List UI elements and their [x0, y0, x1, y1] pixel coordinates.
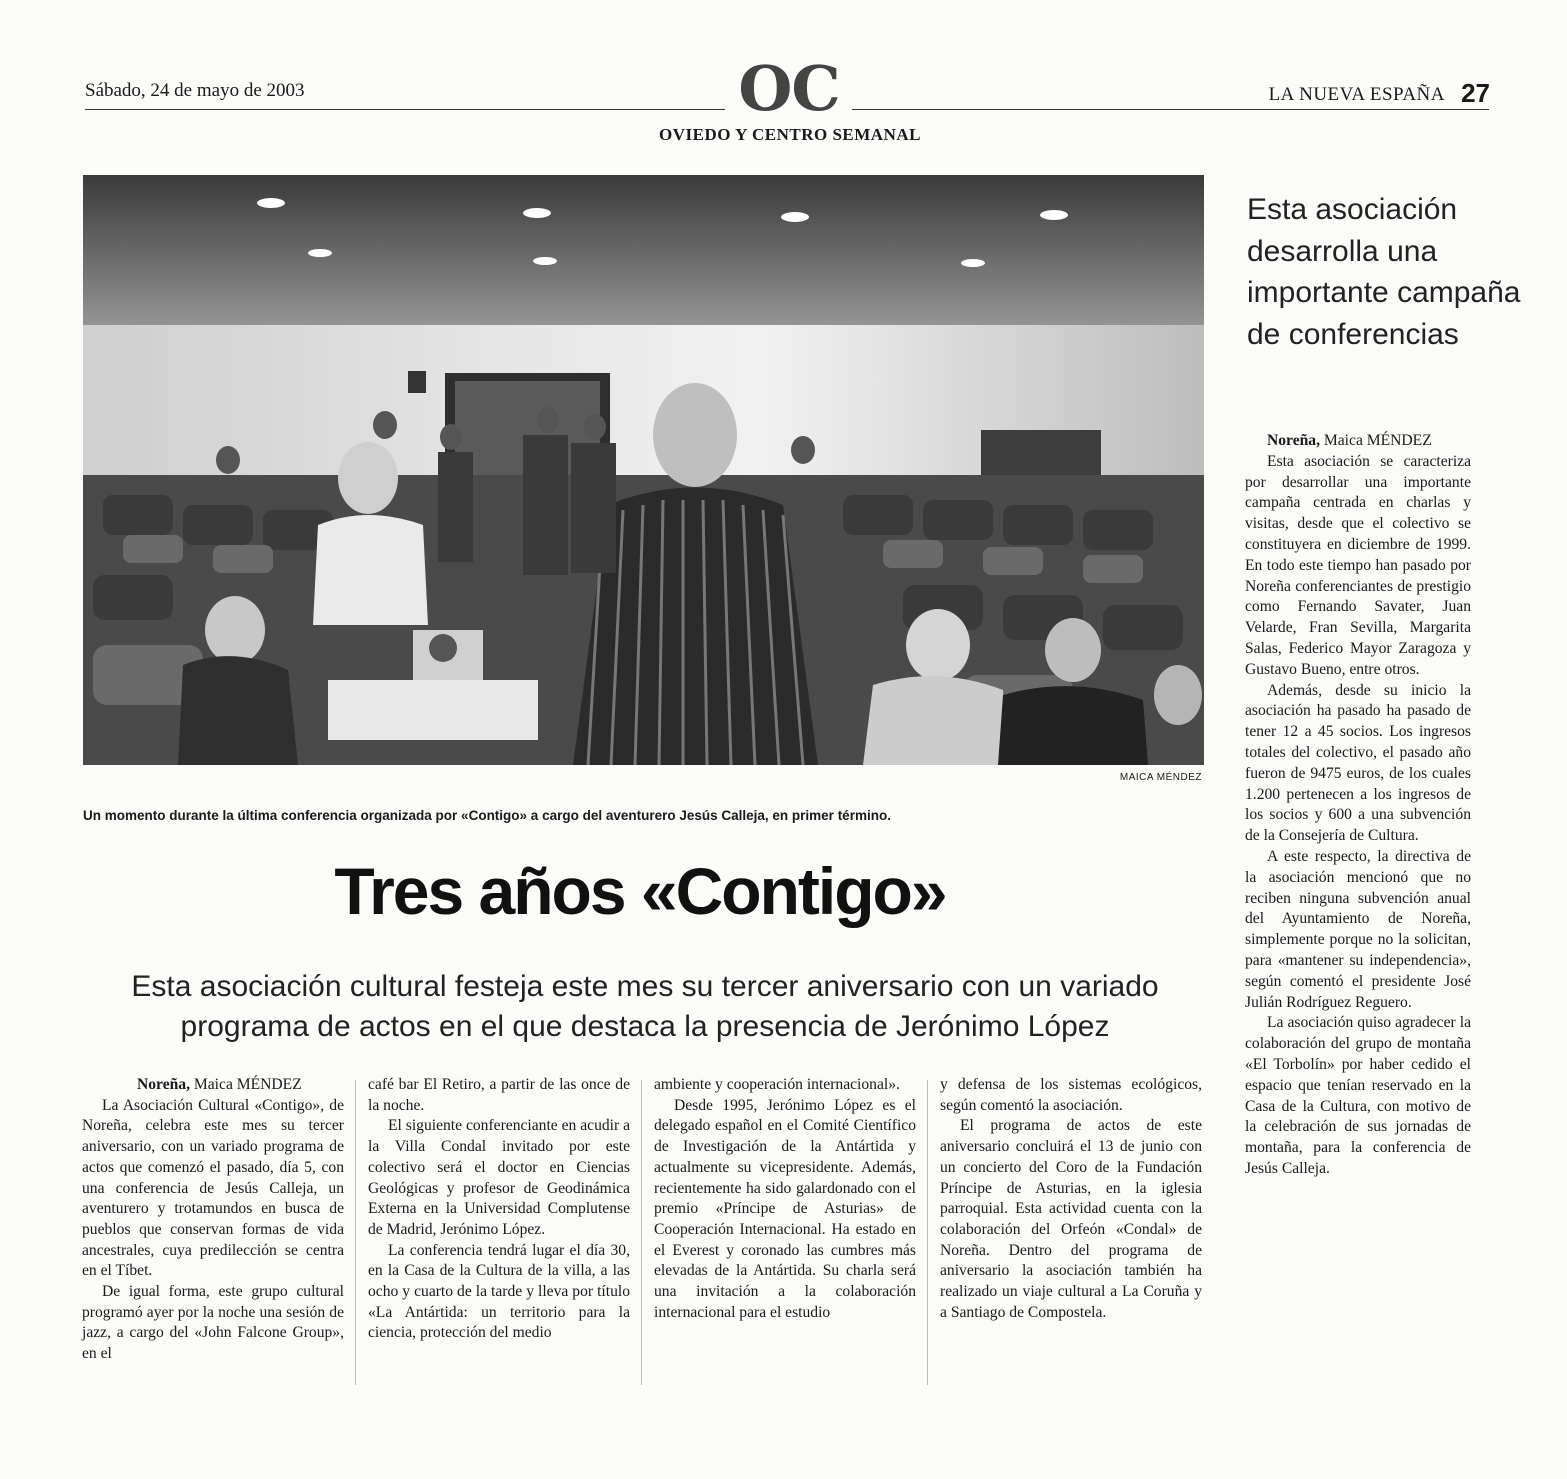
- column-divider: [641, 1080, 642, 1385]
- article-paragraph: ambiente y cooperación internacional».: [654, 1076, 900, 1093]
- page-number: 27: [1461, 78, 1490, 108]
- news-photo: [83, 175, 1204, 765]
- article-paragraph: café bar El Retiro, a partir de las once de la noche.: [368, 1076, 630, 1114]
- header-date: Sábado, 24 de mayo de 2003: [85, 80, 305, 101]
- article-subheadline: Esta asociación cultural festeja este mes su tercer aniversario con un variado programa de actos en el que destaca la presencia de Jerónimo López: [131, 970, 1159, 1043]
- article-paragraph: El siguiente conferenciante en acudir a la Villa Condal invitado por este colectivo será el doctor en Ciencias Geológicas y profesor de Geodinámica Externa en la Universidad Complutense de Madrid, Jerónimo López.: [368, 1117, 631, 1238]
- sidebar-paragraph: Esta asociación se caracteriza por desarrollar una importante campaña centrada en charlas y visitas, desde que el colectivo se constituyera en diciembre de 1999. En todo este tiempo han pasado por Noreña conferenciantes de prestigio como Fernando Savater, Juan Velarde, Fran Sevilla, Margarita Salas, Federico Mayor Zaragoza y Gustavo Bueno, entre otros.: [1245, 452, 1471, 678]
- photo-credit: MAICA MÉNDEZ: [1119, 772, 1202, 783]
- conference-room-photo: [83, 175, 1204, 765]
- sidebar-body: [1245, 431, 1471, 1180]
- article-column-2: [368, 1075, 630, 1344]
- article-headline: Tres años «Contigo»: [334, 854, 946, 928]
- sidebar-paragraph: Además, desde su inicio la asociación ha pasado ha pasado de tener 12 a 45 socios. Los ingresos totales del colectivo, el pasado año fueron de 9475 euros, de los cuales 1.200 pertenecen a los ingresos de los socios y 600 a una subvención de la Consejería de Cultura.: [1245, 681, 1471, 845]
- article-column-1: [82, 1075, 344, 1365]
- article-paragraph: La Asociación Cultural «Contigo», de Noreña, celebra este mes su tercer aniversario, con un variado programa de actos que comenzó el pasado, día 5, con una conferencia de Jesús Calleja, un aventurero y trotamundos en busca de pueblos que conservan formas de vida ancestrales, cuya predilección se centra en el Tíbet.: [82, 1096, 344, 1280]
- article-byline-author: Maica MÉNDEZ: [190, 1076, 302, 1093]
- article-paragraph: Desde 1995, Jerónimo López es el delegado español en el Comité Científico de Investigación de la Antártida y actualmente su vicepresidente. Además, recientemente ha sido galardonado con el premio «Príncipe de Asturias» de Cooperación Internacional. Ha estado en el Everest y coronado las cumbres más elevadas de la Antártida. Su charla será una invitación a la colaboración internacional para el estudio: [654, 1096, 916, 1321]
- sidebar-byline: [1245, 431, 1471, 452]
- section-logo: OC: [738, 52, 840, 125]
- column-divider: [355, 1080, 356, 1385]
- header-rule-right: [852, 109, 1489, 110]
- article-paragraph: La conferencia tendrá lugar el día 30, en la Casa de la Cultura de la villa, a las ocho y cuarto de la tarde y lleva por título «La Antártida: un territorio para la ciencia, protección del medio: [368, 1241, 630, 1342]
- article-paragraph: De igual forma, este grupo cultural programó ayer por la noche una sesión de jazz, a cargo del «John Falcone Group», en el: [82, 1283, 344, 1363]
- column-divider: [927, 1080, 928, 1385]
- sidebar-byline-place: Noreña,: [1267, 432, 1320, 449]
- article-byline-place: Noreña,: [137, 1076, 190, 1093]
- newspaper-name: LA NUEVA ESPAÑA: [1268, 84, 1445, 105]
- sidebar-byline-author: Maica MÉNDEZ: [1320, 432, 1432, 449]
- article-column-3: [654, 1075, 916, 1323]
- article-paragraph: El programa de actos de este aniversario concluirá el 13 de junio con un concierto del Coro de la Fundación Príncipe de Asturias, en la iglesia parroquial. Esta actividad cuenta con la colaboración del Orfeón «Condal» de Noreña. Dentro del programa de aniversario la asociación también ha realizado un viaje cultural a La Coruña y a Santiago de Compostela.: [940, 1117, 1202, 1321]
- article-paragraph: y defensa de los sistemas ecológicos, según comentó la asociación.: [940, 1076, 1202, 1114]
- sidebar-paragraph: La asociación quiso agradecer la colaboración del grupo de montaña «El Torbolín» por haber cedido el espacio que tenían reservado en la Casa de la Cultura, con motivo de la celebración de sus jornadas de montaña, para la conferencia de Jesús Calleja.: [1245, 1014, 1471, 1177]
- section-name: OVIEDO Y CENTRO SEMANAL: [659, 125, 921, 144]
- article-byline: [82, 1075, 344, 1096]
- photo-caption: Un momento durante la última conferencia organizada por «Contigo» a cargo del aventurero Jesús Calleja, en primer término.: [83, 808, 891, 823]
- article-column-4: [940, 1075, 1202, 1323]
- sidebar-paragraph: A este respecto, la directiva de la asociación mencionó que no reciben ninguna subvención anual del Ayuntamiento de Noreña, simplemente porque no la solicitan, para «mantener su independencia», según comentó el presidente José Julián Rodríguez Reguero.: [1245, 847, 1471, 1011]
- sidebar-headline: Esta asociación desarrolla una importante campaña de conferencias: [1247, 193, 1521, 351]
- header-rule-left: [85, 109, 725, 110]
